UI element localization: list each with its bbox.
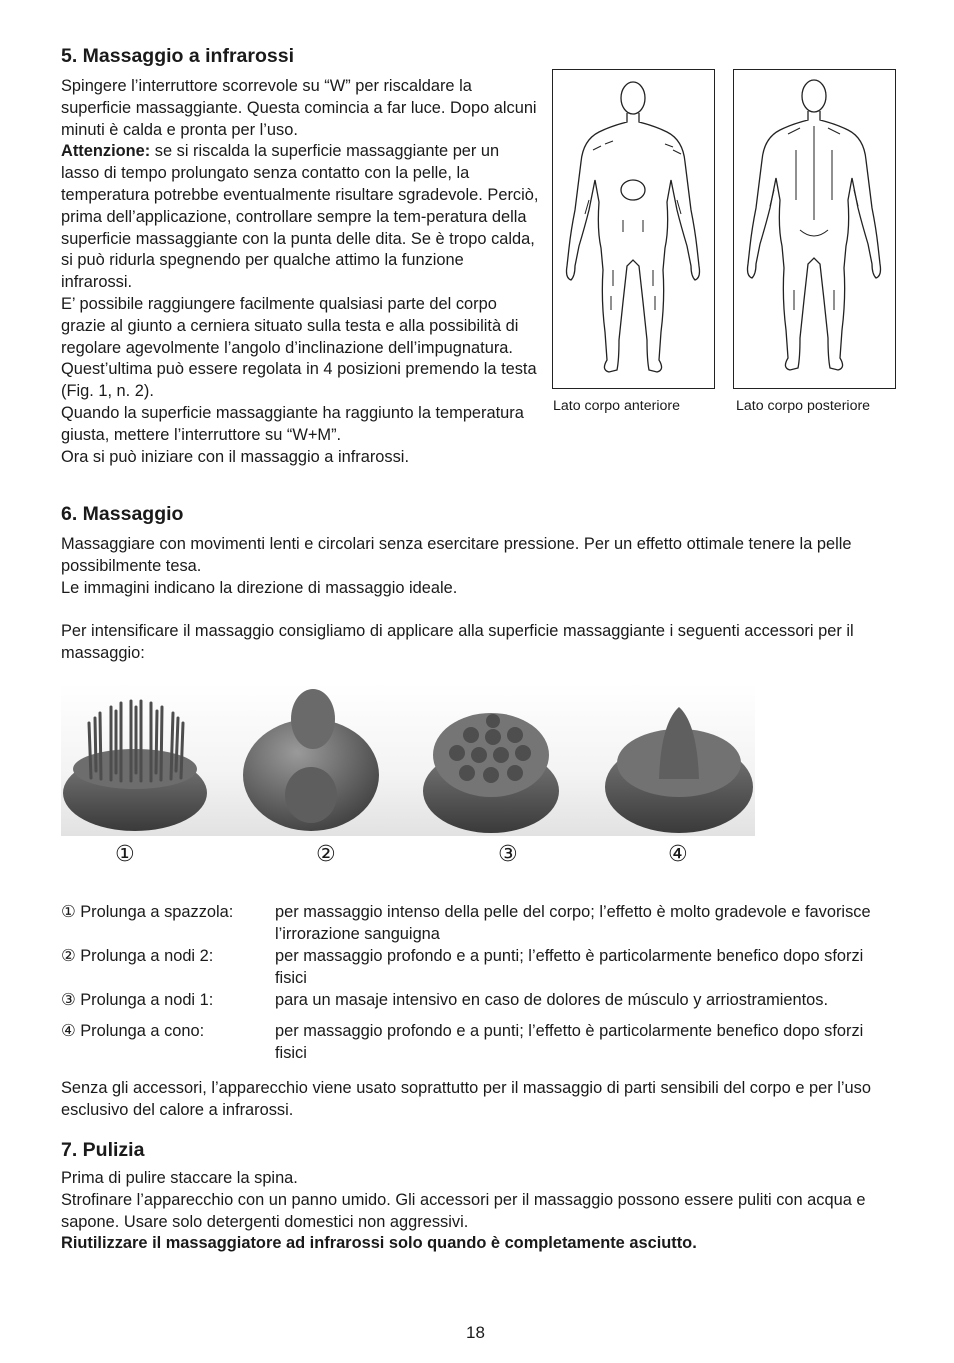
section-5-title: 5. Massaggio a infrarossi	[61, 45, 295, 67]
accessory-label: ④ Prolunga a cono:	[61, 1022, 205, 1040]
section-5-body	[61, 76, 539, 468]
cone-attachment	[605, 707, 753, 833]
page-number: 18	[466, 1323, 485, 1342]
accessory-label: ② Prolunga a nodi 2:	[61, 947, 214, 965]
paragraph	[61, 141, 539, 294]
paragraph: Prima di pulire staccare la spina.	[61, 1169, 298, 1187]
back-caption: Lato corpo posteriore	[736, 398, 871, 414]
accessory-description: para un masaje intensivo en caso de dolores de músculo y arriostramientos.	[275, 991, 829, 1009]
accessories-photo	[61, 683, 755, 836]
body-front-illustration	[553, 70, 714, 388]
section-6-title: 6. Massaggio	[61, 503, 184, 525]
paragraph: Massaggiare con movimenti lenti e circolari senza esercitare pressione. Per un effetto ottimale tenere la pelle possibilmente tesa.	[61, 535, 852, 575]
attention-label: Attenzione:	[61, 142, 151, 161]
body-back-illustration	[734, 70, 895, 388]
accessories-illustration	[61, 683, 755, 836]
accessory-label: ① Prolunga a spazzola:	[61, 903, 234, 921]
body-front-figure	[552, 69, 715, 389]
multi-node-attachment	[423, 713, 559, 833]
warning-paragraph: Riutilizzare il massaggiatore ad infrarossi solo quando è completamente asciutto.	[61, 1234, 697, 1253]
accessories-note: Senza gli accessori, l’apparecchio viene usato soprattutto per il massaggio di parti sensibili del corpo e per l’uso esclusivo del calore a infrarossi.	[61, 1079, 871, 1119]
section-6-body	[61, 534, 893, 665]
section-7-title: 7. Pulizia	[61, 1139, 145, 1161]
accessory-number-3: ③	[498, 842, 518, 867]
paragraph: Quando la superficie massaggiante ha raggiunto la temperatura giusta, mettere l’interruttore su “W+M”.	[61, 403, 524, 444]
paragraph: Per intensificare il massaggio consigliamo di applicare alla superficie massaggiante i seguenti accessori per il massaggio:	[61, 622, 854, 663]
paragraph: Ora si può iniziare con il massaggio a infrarossi.	[61, 447, 409, 466]
attention-text: se si riscalda la superficie massaggiante per un lasso di tempo prolungato senza contatto con la pelle, la temperatura potrebbe eventualmente risultare sgradevole. Perciò, prima dell’applicazione, controllare sempre la tem-peratura della superficie massaggiante con la punta delle dita. Se è tropo calda, si può ridurla spegnendo per qualche attimo la funzione infrarossi.	[61, 142, 539, 292]
paragraph: E’ possibile raggiungere facilmente qualsiasi parte del corpo grazie al giunto a cerniera situato sulla testa e alla possibilità di regolare agevolmente l’angolo d’inclinazione dell’impugnatura. Quest’ultima può essere regolata in 4 posizioni premendo la testa (Fig. 1, n. 2).	[61, 294, 537, 401]
paragraph: Spingere l’interruttore scorrevole su “W” per riscaldare la superficie massaggiante. Questa comincia a far luce. Dopo alcuni minuti è calda e pronta per l’uso.	[61, 77, 537, 139]
front-caption: Lato corpo anteriore	[553, 398, 680, 414]
paragraph: Le immagini indicano la direzione di massaggio ideale.	[61, 578, 458, 597]
accessory-description: per massaggio profondo e a punti; l’effetto è particolarmente benefico dopo sforzi fisici	[275, 1022, 864, 1062]
accessory-number-1: ①	[115, 842, 135, 867]
accessory-description: per massaggio profondo e a punti; l’effetto è particolarmente benefico dopo sforzi fisici	[275, 947, 864, 987]
accessory-description: per massaggio intenso della pelle del corpo; l’effetto è molto gradevole e favorisce l’irrorazione sanguigna	[275, 903, 871, 943]
accessory-number-2: ②	[316, 842, 336, 867]
two-node-attachment	[243, 689, 379, 831]
brush-attachment	[63, 701, 207, 831]
accessory-label: ③ Prolunga a nodi 1:	[61, 991, 214, 1009]
paragraph: Strofinare l’apparecchio con un panno umido. Gli accessori per il massaggio possono essere puliti con acqua e sapone. Usare solo detergenti domestici non aggressivi.	[61, 1190, 866, 1231]
body-back-figure	[733, 69, 896, 389]
section-7-body	[61, 1168, 893, 1255]
accessory-number-4: ④	[668, 842, 688, 867]
